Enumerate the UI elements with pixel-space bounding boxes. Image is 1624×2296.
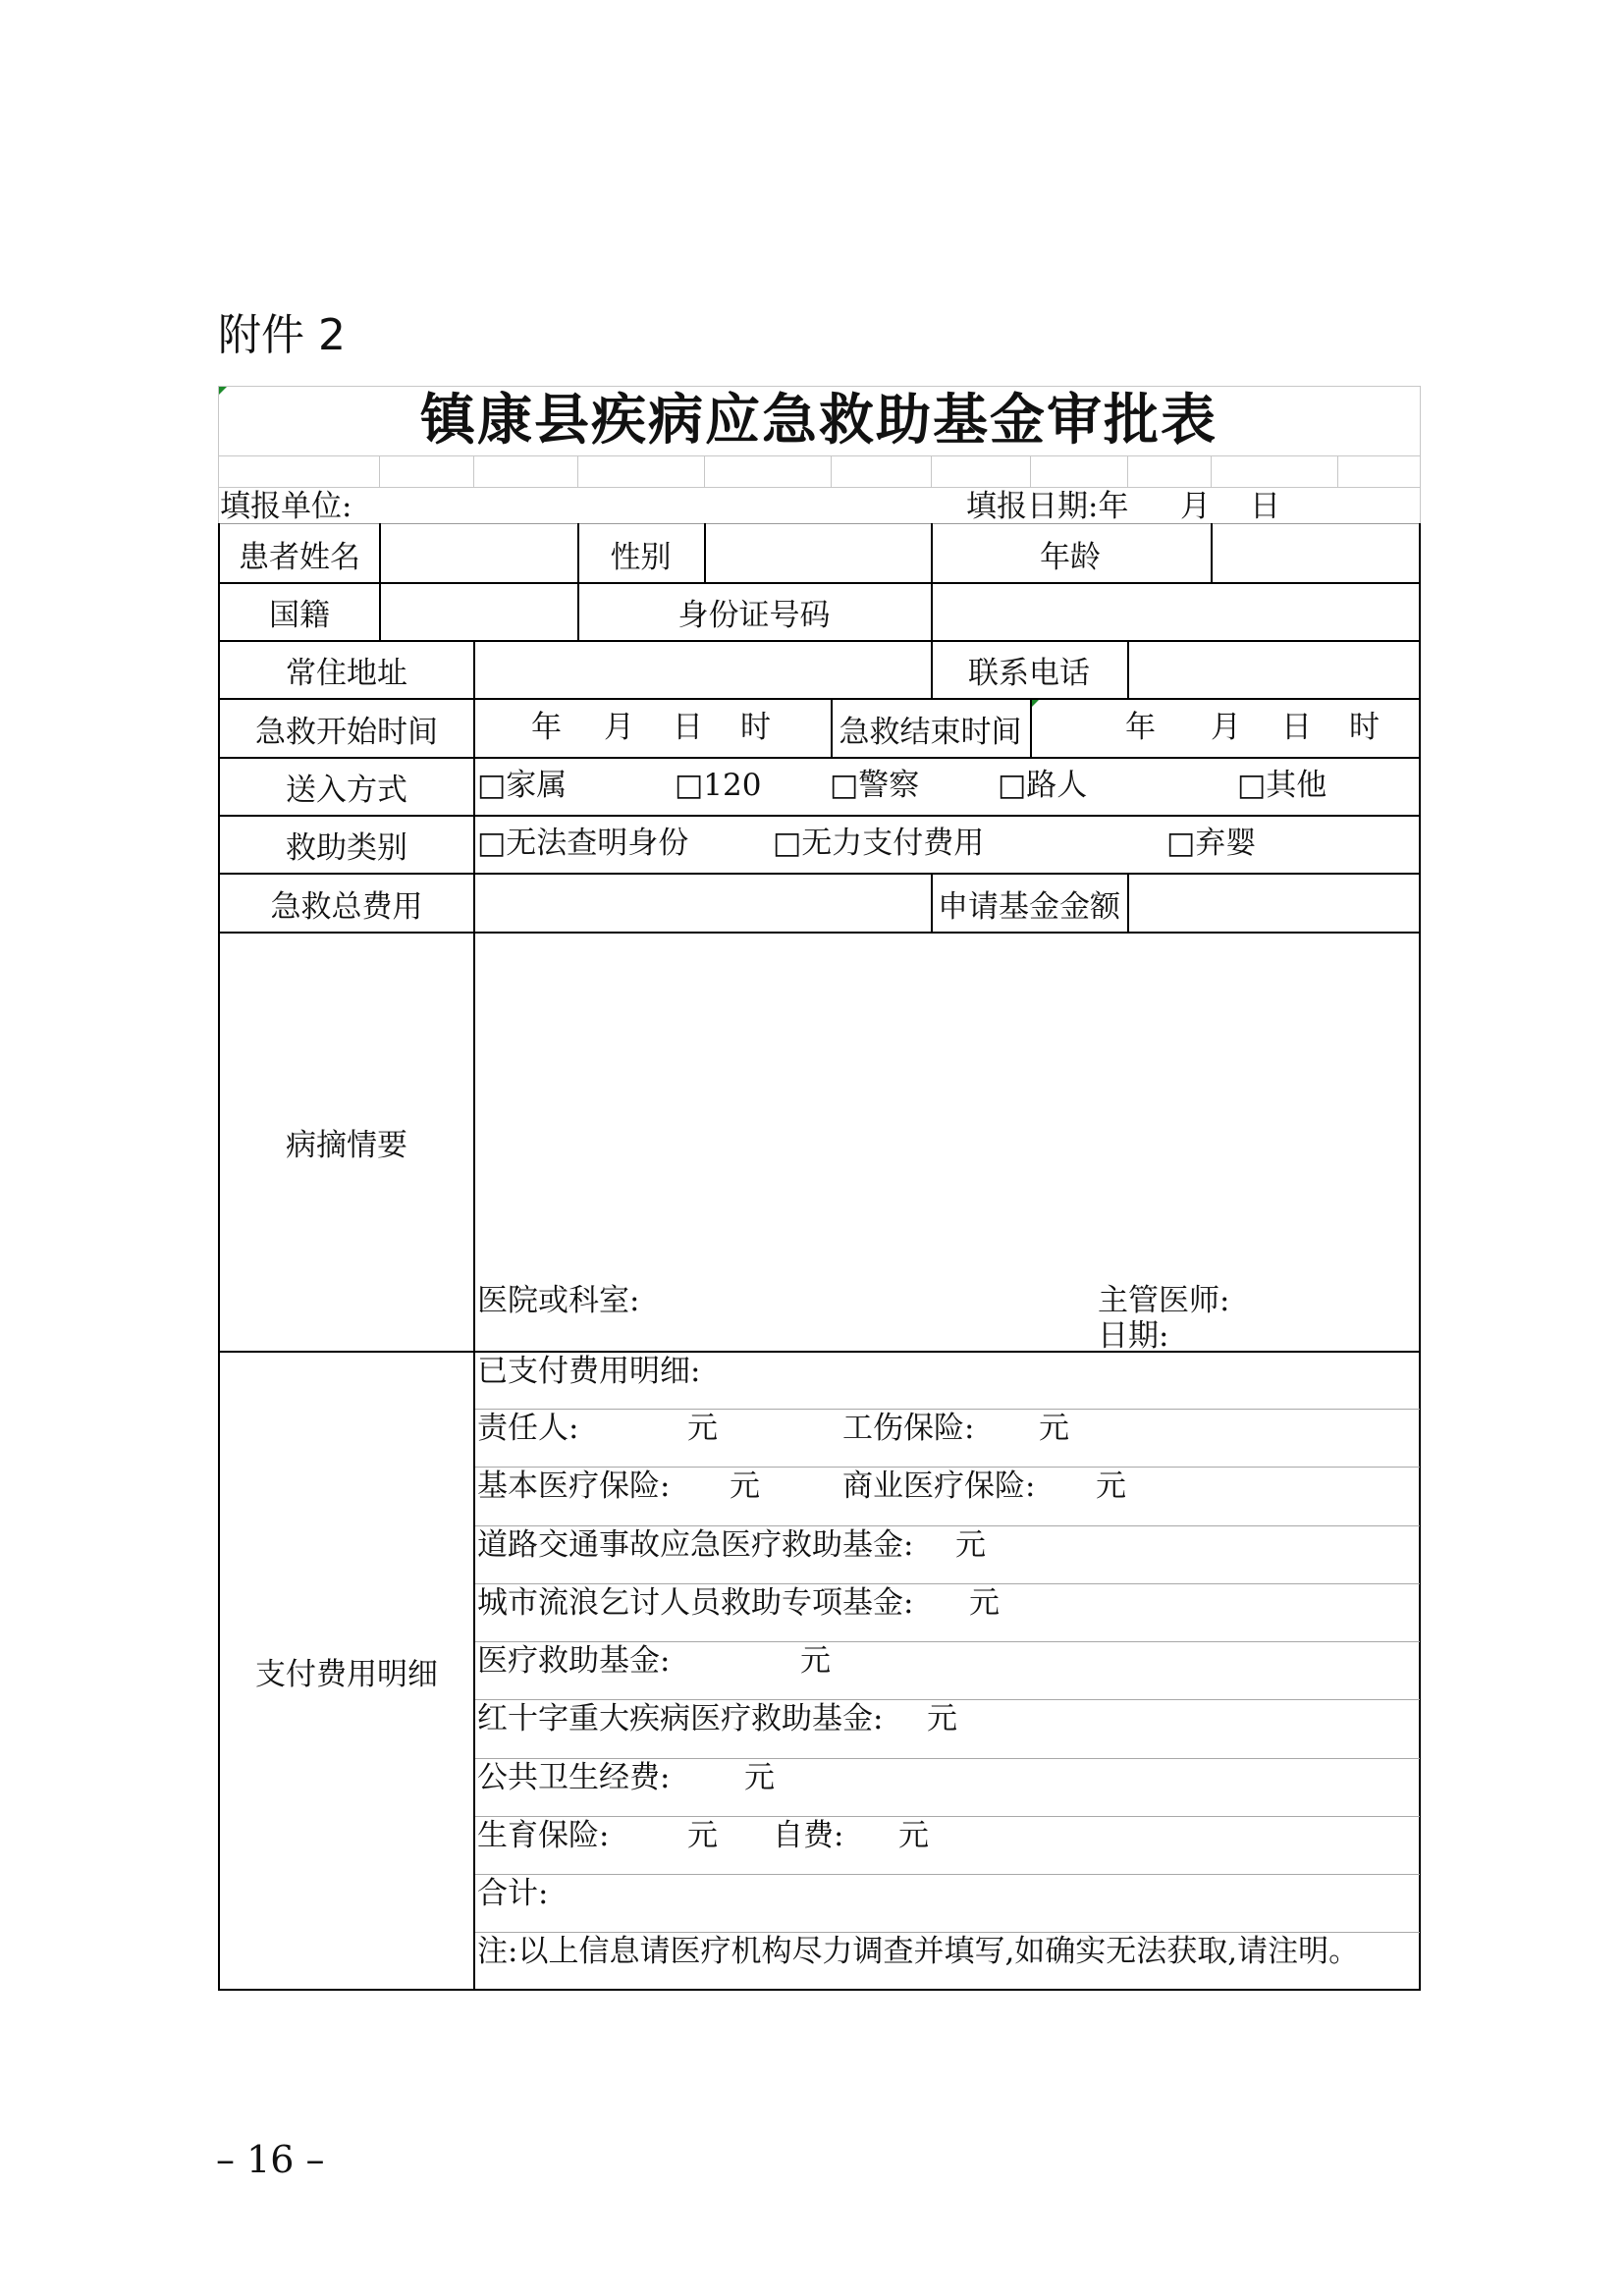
col-line [1211, 523, 1213, 582]
responsible-yuan: 元 [687, 1411, 718, 1446]
payment-details-label: 支付费用明细 [255, 1656, 438, 1692]
fill-row-bottom [218, 523, 1420, 524]
age-label: 年龄 [1040, 539, 1101, 575]
id-number-field[interactable] [935, 589, 1416, 636]
col-line [1127, 873, 1129, 932]
road-traffic-fund-yuan: 元 [955, 1527, 986, 1563]
form-title: 镇康县疾病应急救助基金审批表 [420, 388, 1218, 453]
fill-unit-label: 填报单位: [220, 489, 352, 524]
start-year-label: 年 [531, 710, 562, 745]
table-right-border [1419, 523, 1421, 1991]
aid-option-abandoned-infant[interactable]: □弃婴 [1166, 826, 1257, 861]
case-summary-field[interactable] [477, 937, 1415, 1281]
id-number-label: 身份证号码 [677, 598, 831, 633]
admission-option-family[interactable]: □家属 [477, 768, 568, 803]
total-cost-label: 急救总费用 [270, 888, 423, 925]
end-time-label: 急救结束时间 [839, 714, 1022, 750]
corner-mark [1031, 700, 1039, 708]
aid-option-unable-to-pay[interactable]: □无力支付费用 [773, 826, 985, 861]
end-day-label: 日 [1281, 710, 1312, 745]
aid-category-label: 救助类别 [286, 830, 407, 866]
total-cost-field[interactable] [477, 880, 927, 929]
start-day-label: 日 [673, 710, 703, 745]
spacer-col [379, 455, 380, 487]
spacer-col [1127, 455, 1128, 487]
spacer-col [931, 455, 932, 487]
payment-row-line [473, 1874, 1420, 1875]
commercial-medical-label: 商业医疗保险: [842, 1468, 1036, 1504]
attachment-label: 附件 2 [218, 310, 346, 360]
public-health-yuan: 元 [744, 1760, 775, 1795]
spacer-col [1337, 455, 1338, 487]
payment-row-line [473, 1525, 1420, 1526]
gender-field[interactable] [707, 530, 928, 579]
payment-row-line [473, 1467, 1420, 1468]
start-hour-label: 时 [740, 710, 771, 745]
admission-option-police[interactable]: □警察 [830, 768, 920, 803]
red-cross-fund-yuan: 元 [927, 1701, 957, 1736]
maternity-yuan: 元 [687, 1818, 718, 1853]
hospital-dept-label: 医院或科室: [477, 1283, 640, 1318]
medical-aid-fund-yuan: 元 [800, 1643, 831, 1679]
col-line [1030, 698, 1032, 757]
self-pay-label: 自费: [773, 1818, 844, 1853]
spacer-row-bottom [218, 487, 1420, 488]
payment-row-line [473, 1583, 1420, 1584]
address-label: 常住地址 [286, 656, 407, 691]
admission-option-other[interactable]: □其他 [1237, 768, 1327, 803]
end-month-label: 月 [1211, 710, 1241, 745]
spacer-row-top [218, 455, 1420, 456]
payment-row-line [473, 1758, 1420, 1759]
payment-row-line [473, 1641, 1420, 1642]
apply-amount-field[interactable] [1131, 880, 1416, 929]
table-bottom-border [218, 1989, 1421, 1991]
work-injury-label: 工伤保险: [842, 1411, 975, 1446]
medical-aid-fund-label: 医疗救助基金: [477, 1643, 671, 1679]
date-label: 日期: [1098, 1318, 1169, 1354]
road-traffic-fund-label: 道路交通事故应急医疗救助基金: [477, 1527, 914, 1563]
start-month-label: 月 [604, 710, 634, 745]
col-line [379, 523, 381, 640]
spacer-col [1211, 455, 1212, 487]
homeless-fund-label: 城市流浪乞讨人员救助专项基金: [477, 1585, 914, 1621]
spacer-col [831, 455, 832, 487]
col-line [1127, 640, 1129, 698]
end-hour-label: 时 [1349, 710, 1380, 745]
fill-month-label: 月 [1180, 489, 1211, 524]
payment-row-line [473, 1699, 1420, 1700]
spacer-col [704, 455, 705, 487]
spacer-col [577, 455, 578, 487]
patient-name-field[interactable] [383, 530, 574, 579]
gender-label: 性别 [610, 539, 672, 575]
work-injury-yuan: 元 [1039, 1411, 1069, 1446]
admission-method-label: 送入方式 [286, 773, 407, 808]
responsible-label: 责任人: [477, 1411, 579, 1446]
nationality-label: 国籍 [269, 598, 330, 633]
case-summary-label: 病摘情要 [286, 1128, 407, 1163]
commercial-medical-yuan: 元 [1096, 1468, 1126, 1504]
aid-option-unidentified[interactable]: □无法查明身份 [477, 826, 689, 861]
start-time-label: 急救开始时间 [255, 714, 438, 750]
age-field[interactable] [1214, 530, 1415, 579]
apply-amount-label: 申请基金金额 [938, 888, 1120, 925]
address-field[interactable] [477, 646, 927, 695]
phone-label: 联系电话 [968, 656, 1090, 691]
phone-field[interactable] [1131, 646, 1416, 695]
payment-row-line [473, 1409, 1420, 1410]
fill-day-label: 日 [1250, 489, 1280, 524]
basic-medical-yuan: 元 [730, 1468, 760, 1504]
public-health-label: 公共卫生经费: [477, 1760, 671, 1795]
admission-option-120[interactable]: □120 [675, 768, 762, 803]
page-number: – 16 – [216, 2138, 325, 2181]
patient-name-label: 患者姓名 [239, 539, 360, 575]
paid-details-label: 已支付费用明细: [477, 1354, 701, 1389]
self-pay-yuan: 元 [898, 1818, 929, 1853]
total-label: 合计: [477, 1876, 549, 1911]
nationality-field[interactable] [383, 589, 574, 636]
attending-doctor-label: 主管医师: [1098, 1283, 1230, 1318]
payment-row-line [473, 1816, 1420, 1817]
basic-medical-label: 基本医疗保险: [477, 1468, 671, 1504]
red-cross-fund-label: 红十字重大疾病医疗救助基金: [477, 1701, 884, 1736]
payment-row-line [473, 1932, 1420, 1933]
form-right-border-light [1420, 386, 1421, 523]
col-line [704, 523, 706, 582]
col-line [931, 523, 933, 640]
maternity-label: 生育保险: [477, 1818, 610, 1853]
spacer-col [473, 455, 474, 487]
admission-option-passerby[interactable]: □路人 [998, 768, 1088, 803]
spacer-col [1030, 455, 1031, 487]
fill-date-label: 填报日期:年 [966, 489, 1129, 524]
note-text: 注:以上信息请医疗机构尽力调查并填写,如确实无法获取,请注明。 [477, 1934, 1360, 1969]
label-col-line [473, 640, 475, 1990]
end-year-label: 年 [1125, 710, 1156, 745]
homeless-fund-yuan: 元 [969, 1585, 1000, 1621]
